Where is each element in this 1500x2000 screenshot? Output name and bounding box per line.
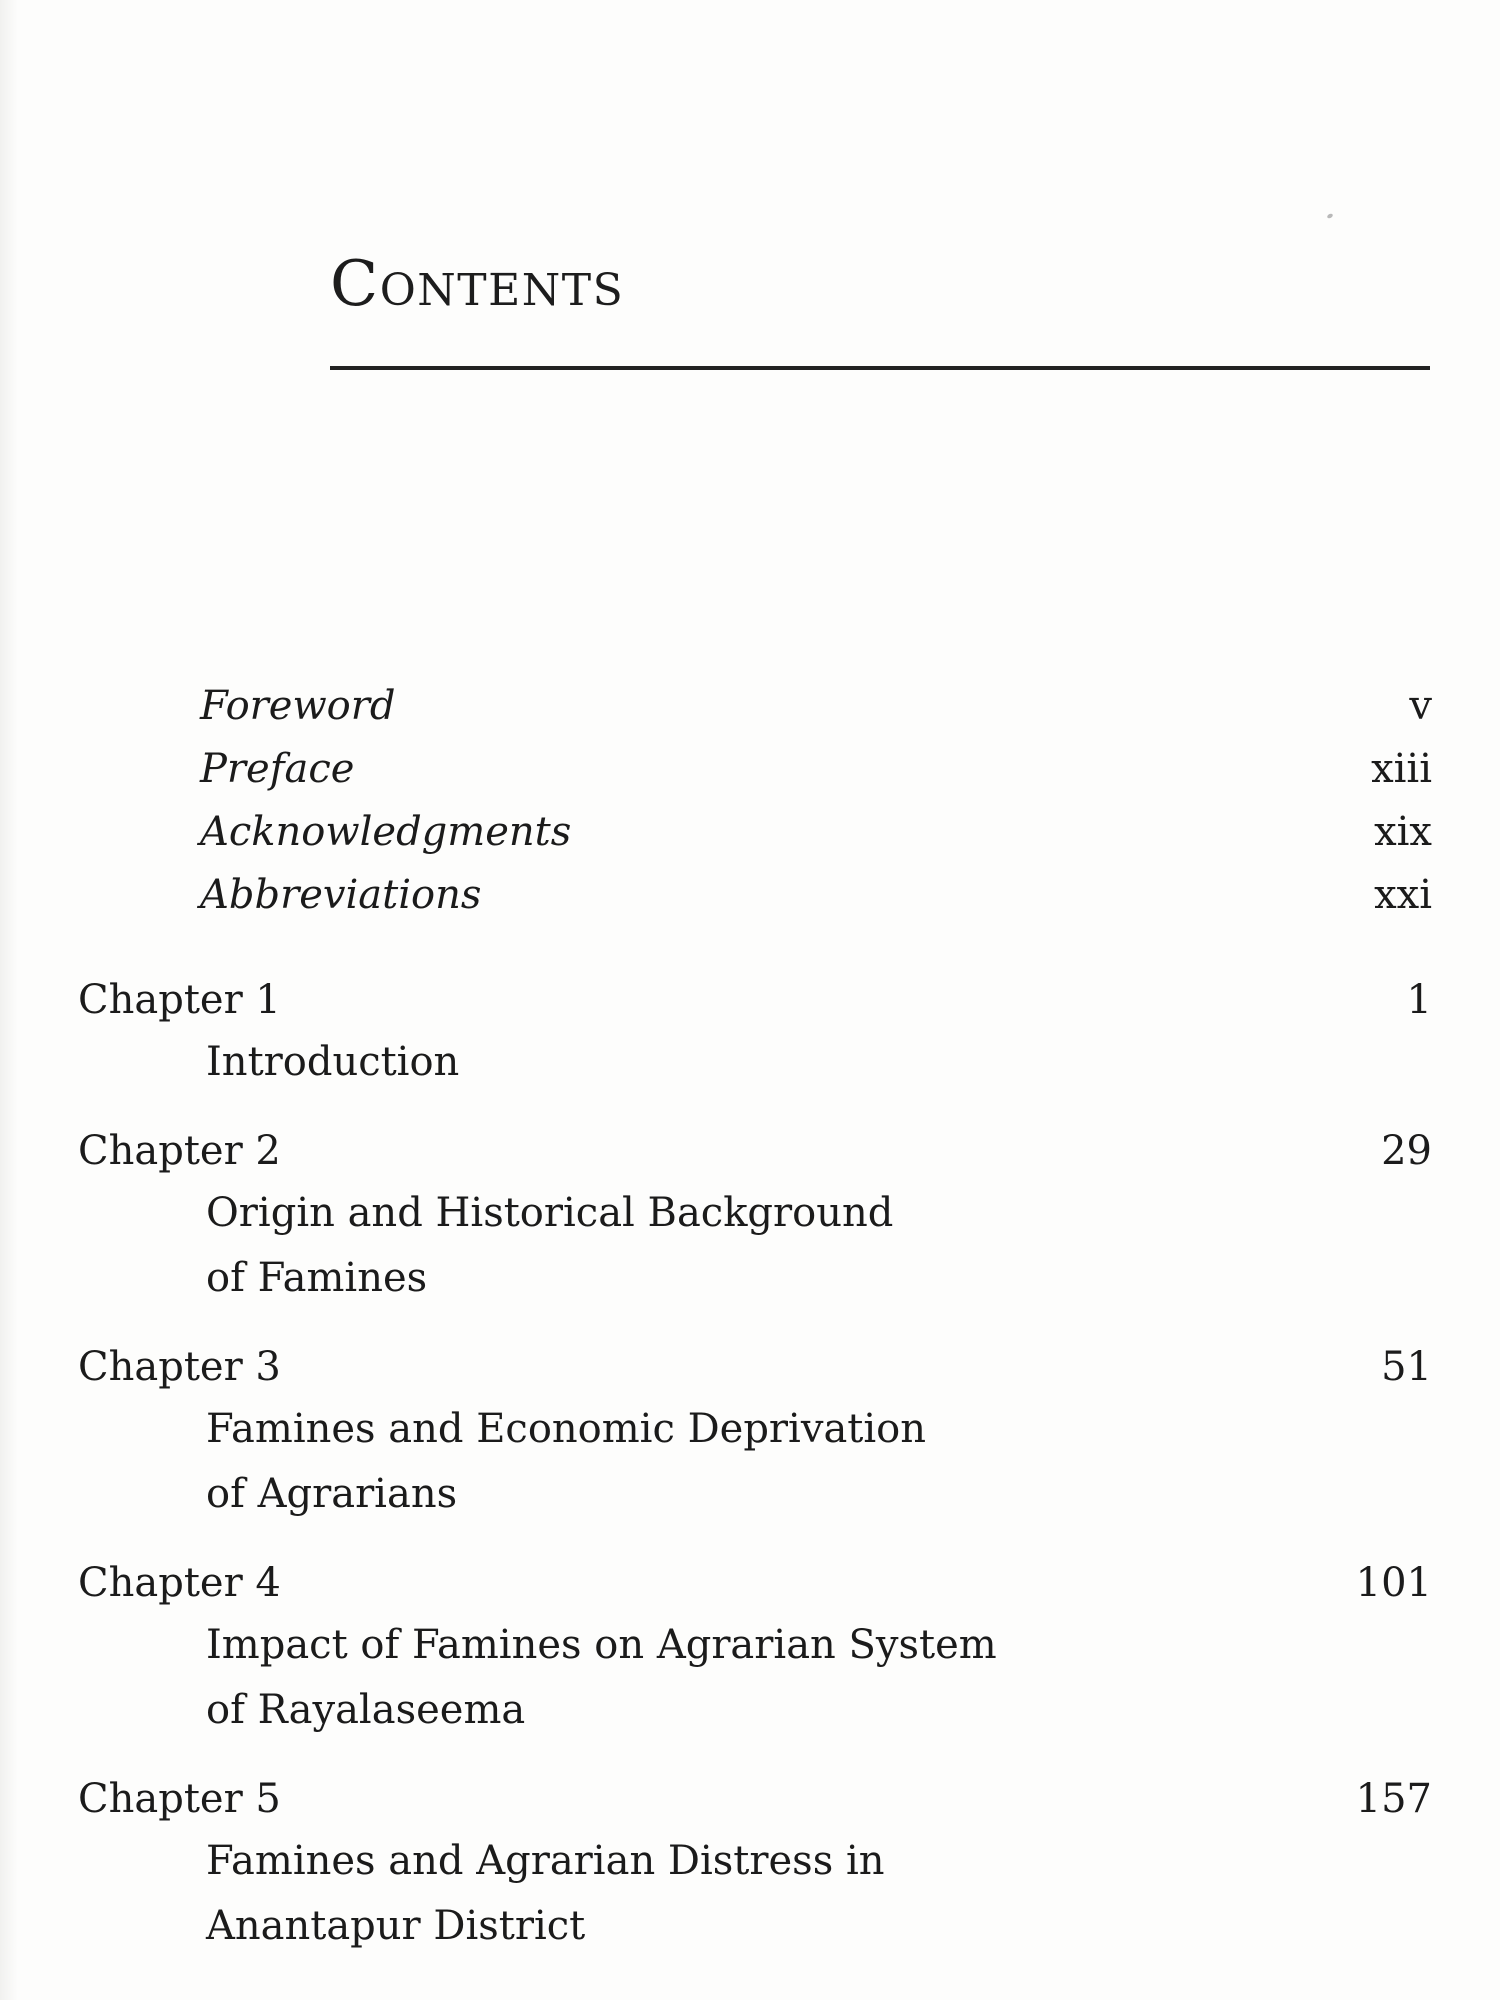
front-matter-title: Abbreviations (200, 872, 482, 918)
chapter-title-line: of Rayalaseema (206, 1687, 526, 1733)
front-matter-title: Foreword (200, 683, 396, 729)
chapter-entry-5 (78, 1769, 1432, 1959)
chapter-title (78, 1829, 1432, 1959)
chapter-label: Chapter 4 (78, 1560, 281, 1606)
chapter-title (78, 1181, 1432, 1311)
chapter-title (78, 1613, 1432, 1743)
chapter-page: 51 (1381, 1344, 1432, 1390)
chapter-title-line: of Agrarians (206, 1471, 458, 1517)
front-matter-title: Preface (200, 746, 355, 792)
front-matter-entry (200, 872, 1432, 935)
chapter-label: Chapter 1 (78, 977, 281, 1023)
front-matter-entry (200, 809, 1432, 872)
chapter-title (78, 1397, 1432, 1527)
chapter-entry-2 (78, 1121, 1432, 1311)
chapter-title-line: Impact of Famines on Agrarian System (206, 1622, 997, 1668)
chapter-title-line: Famines and Agrarian Distress in (206, 1838, 885, 1884)
chapter-label: Chapter 2 (78, 1128, 281, 1174)
chapter-page: 157 (1355, 1776, 1432, 1822)
scan-speck (1326, 213, 1333, 219)
chapter-title-line: Famines and Economic Deprivation (206, 1406, 926, 1452)
chapter-page: 29 (1381, 1128, 1432, 1174)
chapter-label: Chapter 5 (78, 1776, 281, 1822)
front-matter-page: v (1409, 683, 1432, 729)
chapter-title-line: of Famines (206, 1255, 428, 1301)
chapter-page: 101 (1355, 1560, 1432, 1606)
chapter-title (78, 1030, 1432, 1095)
chapter-entry-1 (78, 970, 1432, 1095)
front-matter-page: xix (1374, 809, 1432, 855)
front-matter-page: xiii (1371, 746, 1432, 792)
front-matter-entry (200, 746, 1432, 809)
chapter-title-line: Anantapur District (206, 1903, 586, 1949)
chapter-entry-3 (78, 1337, 1432, 1527)
chapter-entry-4 (78, 1553, 1432, 1743)
front-matter-page: xxi (1374, 872, 1432, 918)
front-matter-entry (200, 683, 1432, 746)
chapter-title-line: Introduction (206, 1039, 460, 1085)
chapter-label: Chapter 3 (78, 1344, 281, 1390)
chapter-title-line: Origin and Historical Background (206, 1190, 894, 1236)
front-matter-title: Acknowledgments (200, 809, 572, 855)
contents-heading: Contents (330, 247, 625, 320)
heading-rule (330, 366, 1430, 370)
front-matter-list (200, 683, 1432, 935)
page-edge-shadow (0, 0, 18, 2000)
chapter-list (78, 970, 1432, 1985)
chapter-page: 1 (1406, 977, 1432, 1023)
